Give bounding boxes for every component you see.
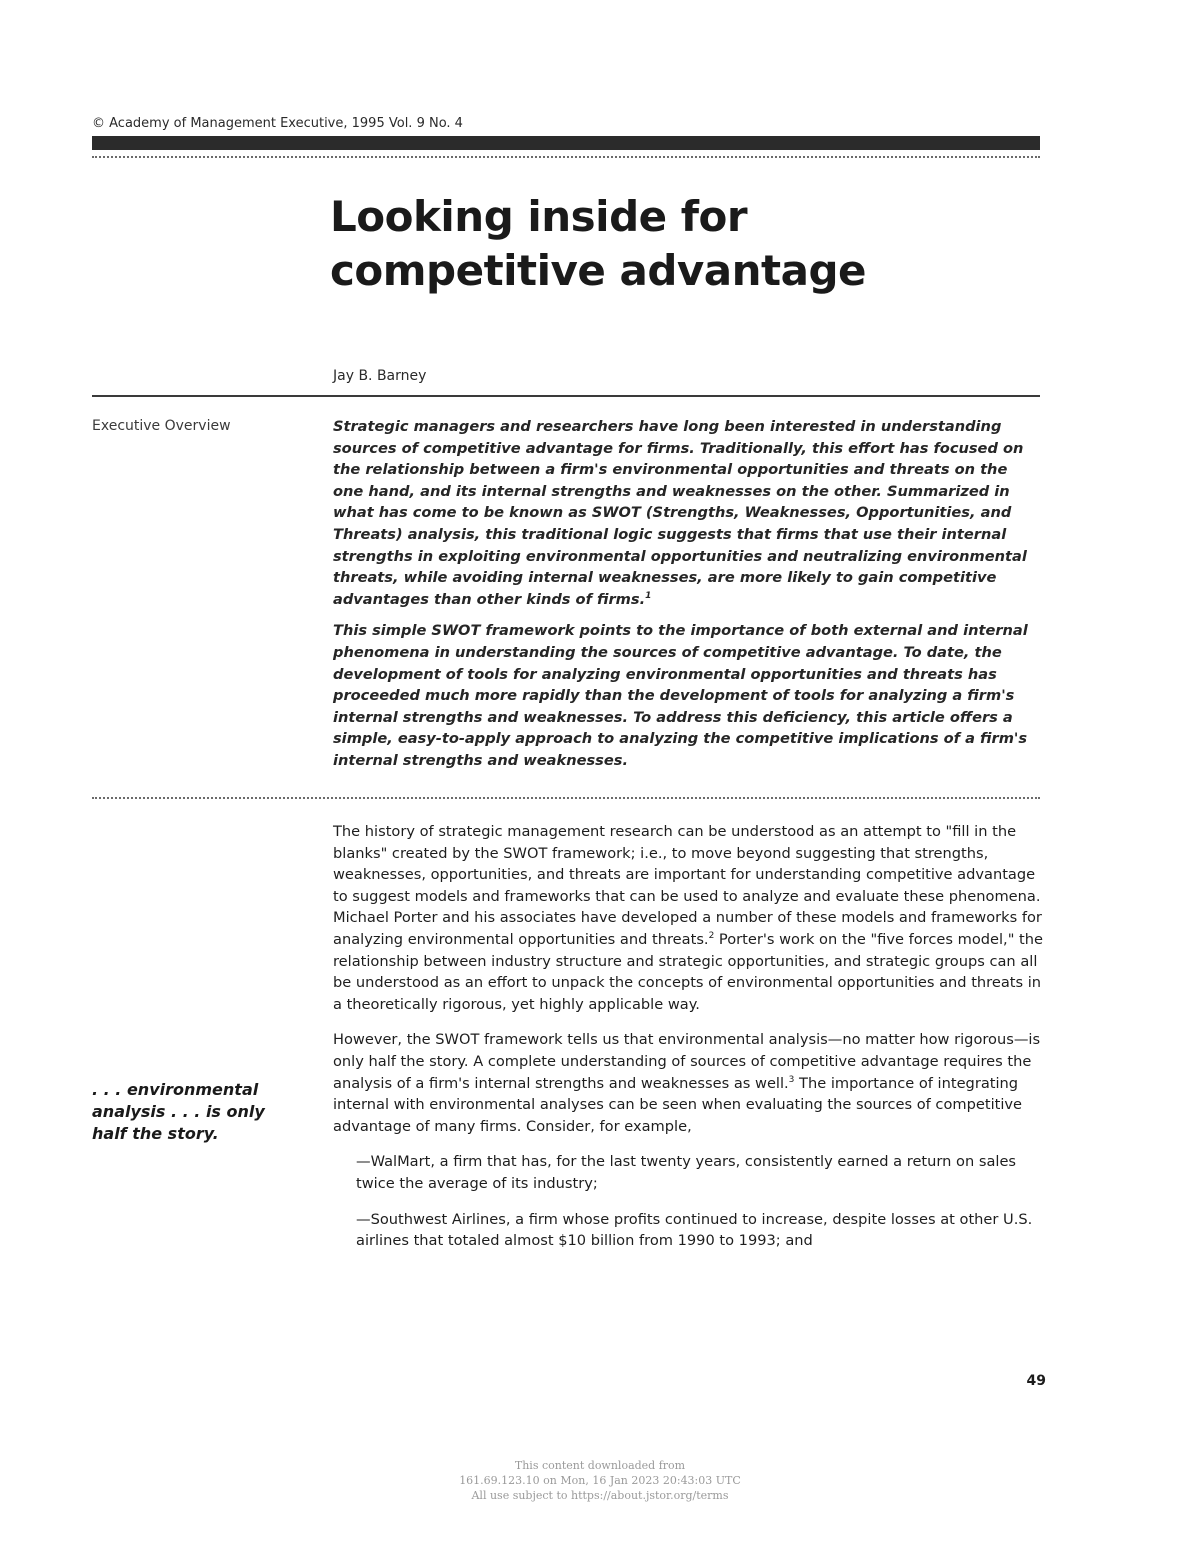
dotted-divider-top (92, 156, 1040, 158)
example-southwest: —Southwest Airlines, a firm whose profits continued to increase, despite losses at other U.S. airlines that totaled almost $10 billion from 1990 to 1993; and (356, 1210, 1033, 1250)
article-body (333, 821, 1043, 1266)
overview-paragraph-2: This simple SWOT framework points to the importance of both external and internal phenomena in understanding the sources of competitive advantage. To date, the development of tools for analyzing environmental opportunities and threats has proceeded much more rapidly than the development of tools for analyzing a firm's internal strengths and weaknesses. To address this deficiency, this article offers a simple, easy-to-apply approach to analyzing the competitive implications of a firm's internal strengths and weaknesses. (333, 622, 1028, 769)
footnote-ref-3[interactable]: 3 (788, 1074, 795, 1085)
body-paragraph-1: The history of strategic management research can be understood as an attempt to "fill in the blanks" created by the SWOT framework; i.e., to move beyond suggesting that strengths, weaknesses, opportunities, and threats are important for understanding competitive advantage to suggest models and frameworks that can be used to analyze and evaluate these phenomena. Michael Porter and his associates have developed a number of these models and frameworks for analyzing environmental opportunities and threats.$^2$ Porter's work on the "five forces model," the relationship between industry structure and strategic opportunities, and strategic groups can all be understood as an effort to unpack the concepts of environmental opportunities and threats in a theoretically rigorous, yet highly applicable way. (333, 823, 1043, 1013)
example-walmart: —WalMart, a firm that has, for the last twenty years, consistently earned a return on sales twice the average of its industry; (356, 1153, 1017, 1192)
body-paragraph-2: However, the SWOT framework tells us that environmental analysis—no matter how rigorous—is only half the story. A complete understanding of sources of competitive advantage requires the analysis of a firm's internal strengths and weaknesses as well.$^3$ The importance of integrating internal with environmental analyses can be seen when evaluating the sources of competitive advantage of many firms. Consider, for example, (333, 1031, 1041, 1135)
title-line-2: competitive advantage (330, 246, 866, 295)
author-rule (92, 395, 1040, 397)
footer-line-2: 161.69.123.10 on Mon, 16 Jan 2023 20:43:03 UTC (459, 1474, 741, 1487)
footnote-ref-1[interactable]: 1 (645, 590, 652, 601)
journal-citation: © Academy of Management Executive, 1995 Vol. 9 No. 4 (92, 116, 463, 131)
executive-overview (333, 416, 1039, 782)
footer-line-3: All use subject to https://about.jstor.org/terms (471, 1489, 729, 1502)
overview-paragraph-1: Strategic managers and researchers have long been interested in understanding sources of competitive advantage for firms. Traditionally, this effort has focused on the relationship between a firm's environmental opportunities and threats on the one hand, and its internal strengths and weaknesses on the other. Summarized in what has come to be known as SWOT (Strengths, Weaknesses, Opportunities, and Threats) analysis, this traditional logic suggests that firms that use their internal strengths in exploiting environmental opportunities and neutralizing environmental threats, while avoiding internal weaknesses, are more likely to gain competitive advantages than other kinds of firms.$^1$ (333, 418, 1027, 608)
pull-quote: . . . environmental analysis . . . is only half the story. (92, 1080, 265, 1143)
jstor-footer (360, 1458, 840, 1503)
executive-overview-label: Executive Overview (92, 418, 231, 434)
header-bar (92, 136, 1040, 150)
title-line-1: Looking inside for (330, 192, 748, 241)
footer-line-1: This content downloaded from (514, 1459, 686, 1472)
author-name: Jay B. Barney (333, 368, 427, 384)
footnote-ref-2[interactable]: 2 (708, 931, 715, 942)
page-number: 49 (1026, 1373, 1046, 1389)
article-title (330, 190, 1030, 298)
dotted-divider-bottom (92, 797, 1040, 799)
